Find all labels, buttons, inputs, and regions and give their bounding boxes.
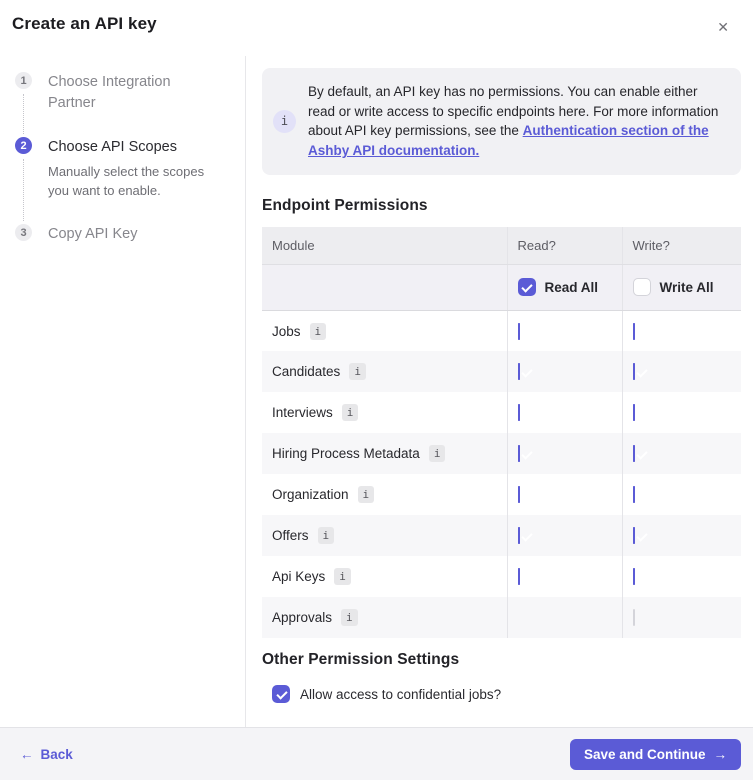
- step-connector-line: [23, 159, 24, 221]
- module-name: Approvals: [272, 610, 333, 626]
- module-name: Jobs: [272, 323, 301, 339]
- step-number-badge: 2: [15, 137, 32, 154]
- module-name: Hiring Process Metadata: [272, 446, 420, 462]
- write-checkbox[interactable]: [633, 568, 635, 585]
- module-info-icon[interactable]: i: [341, 609, 358, 626]
- column-header-module: Module: [262, 227, 507, 265]
- save-and-continue-button[interactable]: [570, 739, 741, 770]
- info-icon: i: [273, 110, 296, 133]
- write-checkbox[interactable]: [633, 527, 635, 544]
- module-info-icon[interactable]: i: [318, 527, 335, 544]
- write-checkbox[interactable]: [633, 486, 635, 503]
- read-checkbox[interactable]: [518, 568, 520, 585]
- read-checkbox[interactable]: [518, 323, 520, 340]
- modal-footer: [0, 727, 753, 780]
- table-row-api-keys: [262, 556, 741, 597]
- module-info-icon[interactable]: i: [429, 445, 446, 462]
- write-checkbox[interactable]: [633, 363, 635, 380]
- table-row-hiring-process-metadata: [262, 433, 741, 474]
- write-checkbox[interactable]: [633, 609, 635, 626]
- table-row-organization: [262, 474, 741, 515]
- module-name: Interviews: [272, 405, 333, 421]
- module-name: Candidates: [272, 364, 341, 380]
- read-all-checkbox[interactable]: [518, 278, 536, 296]
- confidential-jobs-checkbox[interactable]: [272, 685, 290, 703]
- module-name: Organization: [272, 487, 349, 503]
- scopes-content: [246, 56, 753, 727]
- write-all-checkbox[interactable]: [633, 278, 651, 296]
- confidential-jobs-label: Allow access to confidential jobs?: [300, 686, 502, 702]
- step-connector-line: [23, 94, 24, 134]
- back-button[interactable]: [20, 747, 73, 762]
- modal-header: [0, 0, 753, 56]
- endpoint-permissions-heading: Endpoint Permissions: [262, 196, 428, 214]
- module-info-icon[interactable]: i: [358, 486, 375, 503]
- api-docs-link[interactable]: Authentication section of the Ashby API documentation.: [308, 123, 709, 159]
- step-number-badge: 1: [15, 72, 32, 89]
- modal-title: Create an API key: [12, 14, 157, 33]
- step-choose-api-scopes[interactable]: [15, 137, 229, 200]
- back-arrow-icon: ←: [20, 746, 34, 762]
- column-header-read: Read?: [507, 227, 622, 265]
- table-header-row: [262, 227, 741, 265]
- column-header-write: Write?: [622, 227, 741, 265]
- step-number-badge: 3: [15, 224, 32, 241]
- other-permission-settings-heading: Other Permission Settings: [262, 651, 460, 669]
- back-label: Back: [40, 746, 73, 762]
- endpoint-permissions-table: [262, 227, 741, 639]
- module-name: Offers: [272, 528, 309, 544]
- module-info-icon[interactable]: i: [334, 568, 351, 585]
- step-copy-api-key[interactable]: [15, 224, 229, 245]
- read-checkbox[interactable]: [518, 445, 520, 462]
- info-text: [308, 82, 727, 161]
- write-checkbox[interactable]: [633, 445, 635, 462]
- read-checkbox[interactable]: [518, 527, 520, 544]
- step-description: Manually select the scopes you want to enable.: [48, 163, 205, 198]
- save-label: Save and Continue: [583, 746, 706, 762]
- write-checkbox[interactable]: [633, 323, 635, 340]
- confidential-jobs-row: [272, 685, 741, 703]
- step-label: Copy API Key: [48, 226, 138, 243]
- close-icon[interactable]: ✕: [713, 16, 733, 38]
- module-info-icon[interactable]: i: [342, 404, 359, 421]
- permissions-info-callout: [262, 68, 741, 175]
- module-info-icon[interactable]: i: [310, 323, 327, 340]
- write-checkbox[interactable]: [633, 404, 635, 421]
- read-all-label: Read All: [544, 279, 599, 295]
- table-row-interviews: [262, 392, 741, 433]
- forward-arrow-icon: →: [713, 746, 727, 762]
- step-label: Choose API Scopes: [48, 139, 177, 156]
- steps-sidebar: [0, 56, 246, 727]
- table-row-candidates: [262, 351, 741, 392]
- table-row-offers: [262, 515, 741, 556]
- read-checkbox[interactable]: [518, 363, 520, 380]
- modal-body: [0, 56, 753, 727]
- read-checkbox[interactable]: [518, 486, 520, 503]
- select-all-row: [262, 264, 741, 310]
- table-row-approvals: [262, 597, 741, 638]
- table-row-jobs: [262, 310, 741, 351]
- step-label: Choose Integration Partner: [48, 74, 171, 111]
- info-text-body: By default, an API key has no permissions. You can enable either read or write access to specific endpoints here. For more information about API key permissions, see the: [308, 84, 719, 139]
- step-choose-integration-partner[interactable]: [15, 72, 229, 113]
- write-all-label: Write All: [659, 279, 714, 295]
- module-name: Api Keys: [272, 569, 326, 585]
- module-info-icon[interactable]: i: [349, 363, 366, 380]
- read-checkbox[interactable]: [518, 404, 520, 421]
